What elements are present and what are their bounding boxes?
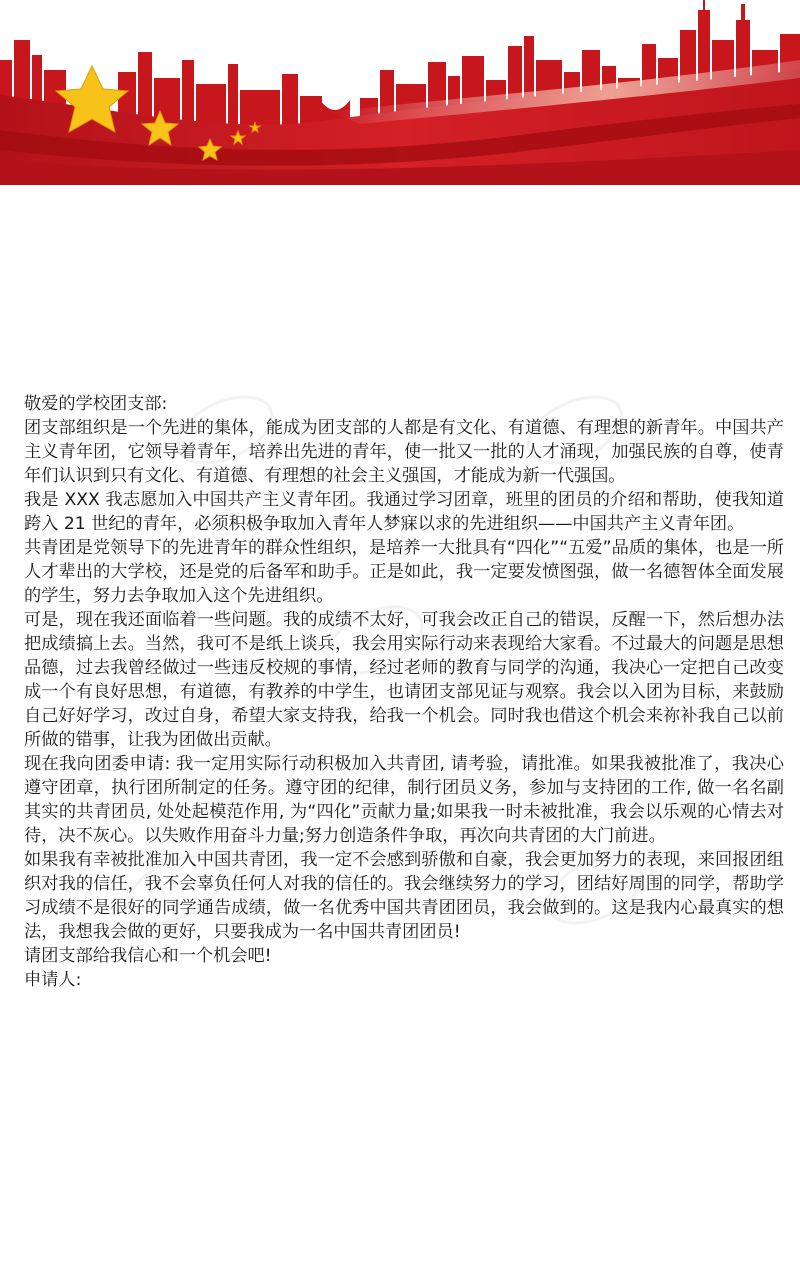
letter-paragraph-5: 现在我向团委申请: 我一定用实际行动积极加入共青团, 请考验，请批准。如果我被批准了，我决心遵守团章，执行团所制定的任务。遵守团的纪律，制行团员义务，参加与支持团的工作, 做一名名副其实的共青团员, 处处起模范作用, 为“四化”贡献力量;如果我一时未被批准，我会以乐观的心情去对待，决不灰心。以失败作用奋斗力量;努力创造条件争取，再次向共青团的大门前进。 xyxy=(24,754,784,846)
letter-paragraph-1: 团支部组织是一个先进的集体，能成为团支部的人都是有文化、有道德、有理想的新青年。中国共产主义青年团，它领导着青年，培养出先进的青年，使一批又一批的人才涌现，加强民族的自尊，使青年们认识到只有文化、有道德、有理想的社会主义强国，才能成为新一代强国。 xyxy=(24,418,784,486)
letter-paragraph-4: 可是，现在我还面临着一些问题。我的成绩不太好，可我会改正自己的错误，反醒一下，然后想办法把成绩搞上去。当然，我可不是纸上谈兵，我会用实际行动来表现给大家看。不过最大的问题是思想品德，过去我曾经做过一些违反校规的事情，经过老师的教育与同学的沟通，我决心一定把自己改变成一个有良好思想，有道德，有教养的中学生，也请团支部见证与观察。我会以入团为目标，来鼓励自己好好学习，改过自身，希望大家支持我，给我一个机会。同时我也借这个机会来祢补我自己以前所做的错事，让我为团做出贡献。 xyxy=(24,610,784,750)
letter-paragraph-7: 请团支部给我信心和一个机会吧! xyxy=(24,946,272,966)
signature-label: 申请人: xyxy=(24,970,82,990)
salutation: 敬爱的学校团支部: xyxy=(24,394,168,414)
application-letter xyxy=(24,392,784,992)
header-banner xyxy=(0,0,800,190)
letter-paragraph-6: 如果我有幸被批准加入中国共青团，我一定不会感到骄傲和自豪，我会更加努力的表现，来回报团组织对我的信任，我不会辜负任何人对我的信任的。我会继续努力的学习，团结好周围的同学，帮助学习成绩不是很好的同学通告成绩，做一名优秀中国共青团团员，我会做到的。这是我内心最真实的想法，我想我会做的更好，只要我成为一名中国共青团团员! xyxy=(24,850,784,942)
letter-paragraph-2: 我是 XXX 我志愿加入中国共产主义青年团。我通过学习团章，班里的团员的介绍和帮助，使我知道跨入 21 世纪的青年，必须积极争取加入青年人梦寐以求的先进组织——中国共产主义青年团。 xyxy=(24,490,784,534)
letter-paragraph-3: 共青团是党领导下的先进青年的群众性组织，是培养一大批具有“四化”“五爱”品质的集体，也是一所人才辈出的大学校，还是党的后备军和助手。正是如此，我一定要发愤图强，做一名德智体全面发展的学生，努力去争取加入这个先进组织。 xyxy=(24,538,784,606)
